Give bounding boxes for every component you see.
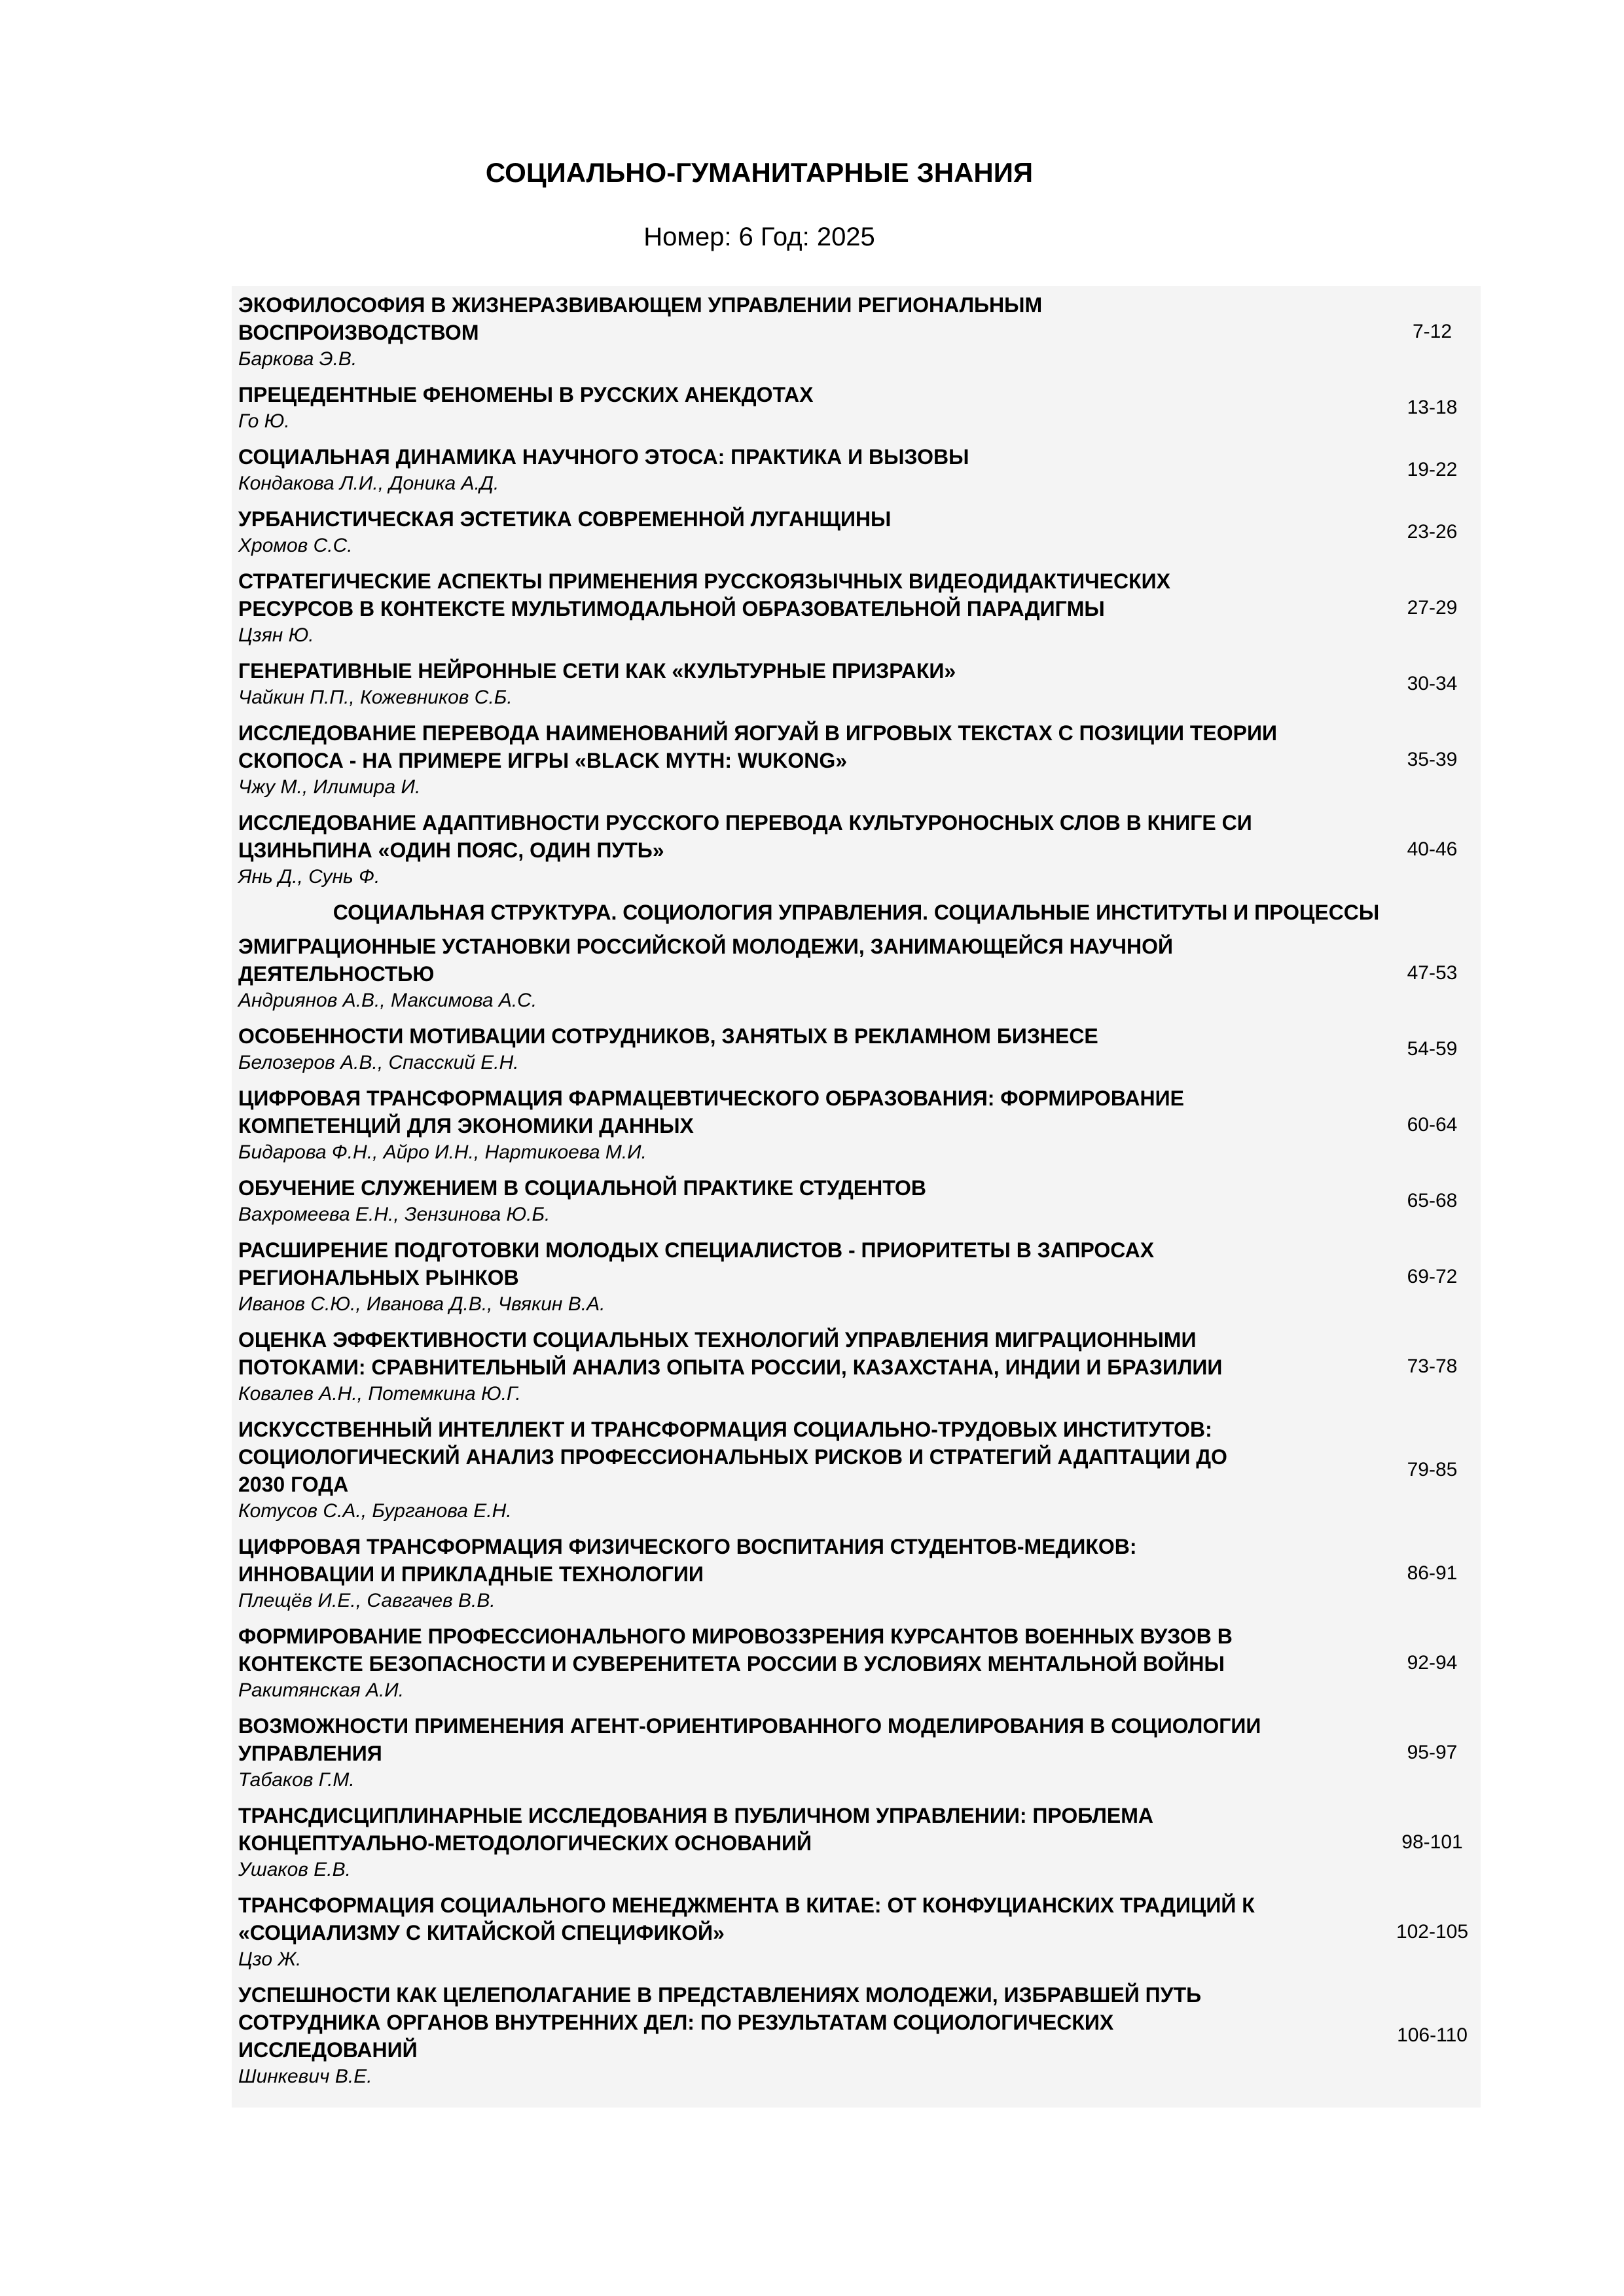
entry-main [238, 291, 1384, 372]
article-title[interactable]: ОСОБЕННОСТИ МОТИВАЦИИ СОТРУДНИКОВ, ЗАНЯТЫХ В РЕКЛАМНОМ БИЗНЕСЕ [238, 1024, 1098, 1048]
entry-main [238, 1712, 1384, 1793]
toc-entry [232, 1236, 1481, 1326]
article-pages: 23-26 [1407, 521, 1458, 543]
issue-info: Номер: 6 Год: 2025 [643, 223, 875, 251]
entry-main [238, 1236, 1384, 1318]
article-authors: Чайкин П.П., Кожевников С.Б. [238, 687, 513, 708]
article-authors: Белозеров А.В., Спасский Е.Н. [238, 1052, 519, 1073]
entry-main [238, 381, 1384, 435]
entry-main [238, 1533, 1384, 1614]
article-pages: 60-64 [1407, 1114, 1458, 1136]
article-authors: Янь Д., Сунь Ф. [238, 866, 380, 888]
entry-main [238, 719, 1384, 800]
table-of-contents [232, 286, 1481, 2108]
entry-main [238, 1981, 1384, 2090]
article-title[interactable]: ЭМИГРАЦИОННЫЕ УСТАНОВКИ РОССИЙСКОЙ МОЛОДЕЖИ, ЗАНИМАЮЩЕЙСЯ НАУЧНОЙ ДЕЯТЕЛЬНОСТЬЮ [238, 935, 1173, 986]
toc-entry [232, 809, 1481, 899]
article-authors: Вахромеева Е.Н., Зензинова Ю.Б. [238, 1204, 550, 1225]
toc-entry [232, 933, 1481, 1022]
article-pages: 13-18 [1407, 397, 1458, 418]
article-title[interactable]: ТРАНСДИСЦИПЛИНАРНЫЕ ИССЛЕДОВАНИЯ В ПУБЛИЧНОМ УПРАВЛЕНИИ: ПРОБЛЕМА КОНЦЕПТУАЛЬНО-МЕТОДОЛОГИЧЕСКИХ ОСНОВАНИЙ [238, 1804, 1153, 1855]
article-authors: Ушаков Е.В. [238, 1859, 351, 1880]
entry-main [238, 1085, 1384, 1166]
article-title[interactable]: СТРАТЕГИЧЕСКИЕ АСПЕКТЫ ПРИМЕНЕНИЯ РУССКОЯЗЫЧНЫХ ВИДЕОДИДАКТИЧЕСКИХ РЕСУРСОВ В КОНТЕКСТЕ МУЛЬТИМОДАЛЬНОЙ ОБРАЗОВАТЕЛЬНОЙ ПАРАДИГМЫ [238, 569, 1170, 620]
entry-main [238, 1416, 1384, 1524]
article-pages: 40-46 [1407, 838, 1458, 860]
entry-main [238, 505, 1384, 559]
article-title[interactable]: ВОЗМОЖНОСТИ ПРИМЕНЕНИЯ АГЕНТ-ОРИЕНТИРОВАННОГО МОДЕЛИРОВАНИЯ В СОЦИОЛОГИИ УПРАВЛЕНИЯ [238, 1714, 1261, 1765]
article-title[interactable]: ЦИФРОВАЯ ТРАНСФОРМАЦИЯ ФИЗИЧЕСКОГО ВОСПИТАНИЯ СТУДЕНТОВ-МЕДИКОВ: ИННОВАЦИИ И ПРИКЛАДНЫЕ ТЕХНОЛОГИИ [238, 1535, 1137, 1586]
article-authors: Баркова Э.В. [238, 348, 357, 370]
entry-main [238, 443, 1384, 497]
article-title[interactable]: ФОРМИРОВАНИЕ ПРОФЕССИОНАЛЬНОГО МИРОВОЗЗРЕНИЯ КУРСАНТОВ ВОЕННЫХ ВУЗОВ В КОНТЕКСТЕ БЕЗОПАСНОСТИ И СУВЕРЕНИТЕТА РОССИИ В УСЛОВИЯХ МЕНТАЛЬНОЙ ВОЙНЫ [238, 1624, 1233, 1676]
toc-entry [232, 1623, 1481, 1712]
article-authors: Табаков Г.М. [238, 1769, 355, 1791]
entry-main [238, 1802, 1384, 1883]
entry-main [238, 1174, 1384, 1228]
article-pages: 79-85 [1407, 1459, 1458, 1480]
article-title[interactable]: ОБУЧЕНИЕ СЛУЖЕНИЕМ В СОЦИАЛЬНОЙ ПРАКТИКЕ СТУДЕНТОВ [238, 1176, 926, 1200]
article-title[interactable]: ЦИФРОВАЯ ТРАНСФОРМАЦИЯ ФАРМАЦЕВТИЧЕСКОГО ОБРАЗОВАНИЯ: ФОРМИРОВАНИЕ КОМПЕТЕНЦИЙ ДЛЯ ЭКОНОМИКИ ДАННЫХ [238, 1086, 1184, 1138]
toc-entry [232, 1802, 1481, 1892]
article-title[interactable]: ПРЕЦЕДЕНТНЫЕ ФЕНОМЕНЫ В РУССКИХ АНЕКДОТАХ [238, 383, 814, 406]
entry-main [238, 1892, 1384, 1973]
article-title[interactable]: ИСКУССТВЕННЫЙ ИНТЕЛЛЕКТ И ТРАНСФОРМАЦИЯ СОЦИАЛЬНО-ТРУДОВЫХ ИНСТИТУТОВ: СОЦИОЛОГИЧЕСКИЙ АНАЛИЗ ПРОФЕССИОНАЛЬНЫХ РИСКОВ И СТРАТЕГИЙ АДАПТАЦИИ ДО 2030 ГОДА [238, 1418, 1227, 1496]
article-title[interactable]: ГЕНЕРАТИВНЫЕ НЕЙРОННЫЕ СЕТИ КАК «КУЛЬТУРНЫЕ ПРИЗРАКИ» [238, 659, 956, 683]
article-title[interactable]: УСПЕШНОСТИ КАК ЦЕЛЕПОЛАГАНИЕ В ПРЕДСТАВЛЕНИЯХ МОЛОДЕЖИ, ИЗБРАВШЕЙ ПУТЬ СОТРУДНИКА ОРГАНОВ ВНУТРЕННИХ ДЕЛ: ПО РЕЗУЛЬТАТАМ СОЦИОЛОГИЧЕСКИХ ИССЛЕДОВАНИЙ [238, 1983, 1202, 2062]
article-authors: Ракитянская А.И. [238, 1679, 405, 1701]
toc-entry [232, 381, 1481, 443]
article-pages: 7-12 [1412, 321, 1453, 342]
toc-entry [232, 1022, 1481, 1085]
article-pages: 86-91 [1407, 1562, 1458, 1584]
toc-entry [232, 1085, 1481, 1174]
article-pages: 102-105 [1396, 1921, 1469, 1943]
article-title[interactable]: ИССЛЕДОВАНИЕ ПЕРЕВОДА НАИМЕНОВАНИЙ ЯОГУАЙ В ИГРОВЫХ ТЕКСТАХ С ПОЗИЦИИ ТЕОРИИ СКОПОСА - НА ПРИМЕРЕ ИГРЫ «BLACK MYTH: WUKONG» [238, 721, 1277, 772]
entry-main [238, 809, 1384, 890]
entry-main [238, 1326, 1384, 1407]
article-authors: Хромов С.С. [238, 535, 353, 556]
article-authors: Цзо Ж. [238, 1948, 302, 1970]
section-heading: СОЦИАЛЬНАЯ СТРУКТУРА. СОЦИОЛОГИЯ УПРАВЛЕНИЯ. СОЦИАЛЬНЫЕ ИНСТИТУТЫ И ПРОЦЕССЫ [333, 901, 1380, 924]
entry-main [238, 1022, 1384, 1076]
toc-entry [232, 1981, 1481, 2098]
article-pages: 47-53 [1407, 962, 1458, 984]
article-authors: Цзян Ю. [238, 624, 314, 646]
entry-main [238, 1623, 1384, 1704]
toc-entry [232, 291, 1481, 381]
article-authors: Го Ю. [238, 410, 290, 432]
article-title[interactable]: РАСШИРЕНИЕ ПОДГОТОВКИ МОЛОДЫХ СПЕЦИАЛИСТОВ - ПРИОРИТЕТЫ В ЗАПРОСАХ РЕГИОНАЛЬНЫХ РЫНКОВ [238, 1238, 1155, 1289]
toc-entry [232, 443, 1481, 505]
toc-entry [232, 719, 1481, 809]
article-pages: 27-29 [1407, 597, 1458, 619]
article-pages: 95-97 [1407, 1742, 1458, 1763]
toc-entry [232, 1712, 1481, 1802]
toc-entry [232, 567, 1481, 657]
article-pages: 30-34 [1407, 673, 1458, 694]
article-authors: Иванов С.Ю., Иванова Д.В., Чвякин В.А. [238, 1293, 605, 1315]
toc-entry [232, 1892, 1481, 1981]
toc-entry [232, 1326, 1481, 1416]
article-authors: Плещёв И.Е., Савгачев В.В. [238, 1590, 496, 1611]
article-pages: 92-94 [1407, 1652, 1458, 1674]
article-authors: Кондакова Л.И., Доника А.Д. [238, 473, 499, 494]
article-authors: Ковалев А.Н., Потемкина Ю.Г. [238, 1383, 521, 1405]
article-pages: 65-68 [1407, 1190, 1458, 1211]
article-title[interactable]: ЭКОФИЛОСОФИЯ В ЖИЗНЕРАЗВИВАЮЩЕМ УПРАВЛЕНИИ РЕГИОНАЛЬНЫМ ВОСПРОИЗВОДСТВОМ [238, 293, 1043, 344]
article-pages: 69-72 [1407, 1266, 1458, 1287]
article-title[interactable]: СОЦИАЛЬНАЯ ДИНАМИКА НАУЧНОГО ЭТОСА: ПРАКТИКА И ВЫЗОВЫ [238, 445, 969, 469]
article-authors: Андриянов А.В., Максимова А.С. [238, 990, 537, 1011]
toc-entry [232, 505, 1481, 567]
article-authors: Чжу М., Илимира И. [238, 776, 421, 798]
entry-main [238, 657, 1384, 711]
toc-entry [232, 1416, 1481, 1533]
article-title[interactable]: ТРАНСФОРМАЦИЯ СОЦИАЛЬНОГО МЕНЕДЖМЕНТА В КИТАЕ: ОТ КОНФУЦИАНСКИХ ТРАДИЦИЙ К «СОЦИАЛИЗМУ С КИТАЙСКОЙ СПЕЦИФИКОЙ» [238, 1893, 1255, 1945]
toc-entry [232, 1174, 1481, 1236]
journal-title: СОЦИАЛЬНО-ГУМАНИТАРНЫЕ ЗНАНИЯ [485, 157, 1034, 188]
article-authors: Котусов С.А., Бурганова Е.Н. [238, 1500, 512, 1522]
article-pages: 73-78 [1407, 1355, 1458, 1377]
article-authors: Шинкевич В.Е. [238, 2066, 372, 2087]
article-pages: 54-59 [1407, 1038, 1458, 1060]
article-authors: Бидарова Ф.Н., Айро И.Н., Нартикоева М.И. [238, 1141, 647, 1163]
article-pages: 35-39 [1407, 749, 1458, 770]
toc-entry [232, 1533, 1481, 1623]
article-title[interactable]: ИССЛЕДОВАНИЕ АДАПТИВНОСТИ РУССКОГО ПЕРЕВОДА КУЛЬТУРОНОСНЫХ СЛОВ В КНИГЕ СИ ЦЗИНЬПИНА «ОДИН ПОЯС, ОДИН ПУТЬ» [238, 811, 1252, 862]
entry-main [238, 567, 1384, 649]
article-title[interactable]: ОЦЕНКА ЭФФЕКТИВНОСТИ СОЦИАЛЬНЫХ ТЕХНОЛОГИЙ УПРАВЛЕНИЯ МИГРАЦИОННЫМИ ПОТОКАМИ: СРАВНИТЕЛЬНЫЙ АНАЛИЗ ОПЫТА РОССИИ, КАЗАХСТАНА, ИНДИИ И БРАЗИЛИИ [238, 1328, 1223, 1379]
toc-entry [232, 657, 1481, 719]
article-pages: 98-101 [1401, 1831, 1463, 1853]
article-title[interactable]: УРБАНИСТИЧЕСКАЯ ЭСТЕТИКА СОВРЕМЕННОЙ ЛУГАНЩИНЫ [238, 507, 892, 531]
entry-main [238, 933, 1384, 1014]
article-pages: 106-110 [1397, 2024, 1468, 2046]
article-pages: 19-22 [1407, 459, 1458, 480]
